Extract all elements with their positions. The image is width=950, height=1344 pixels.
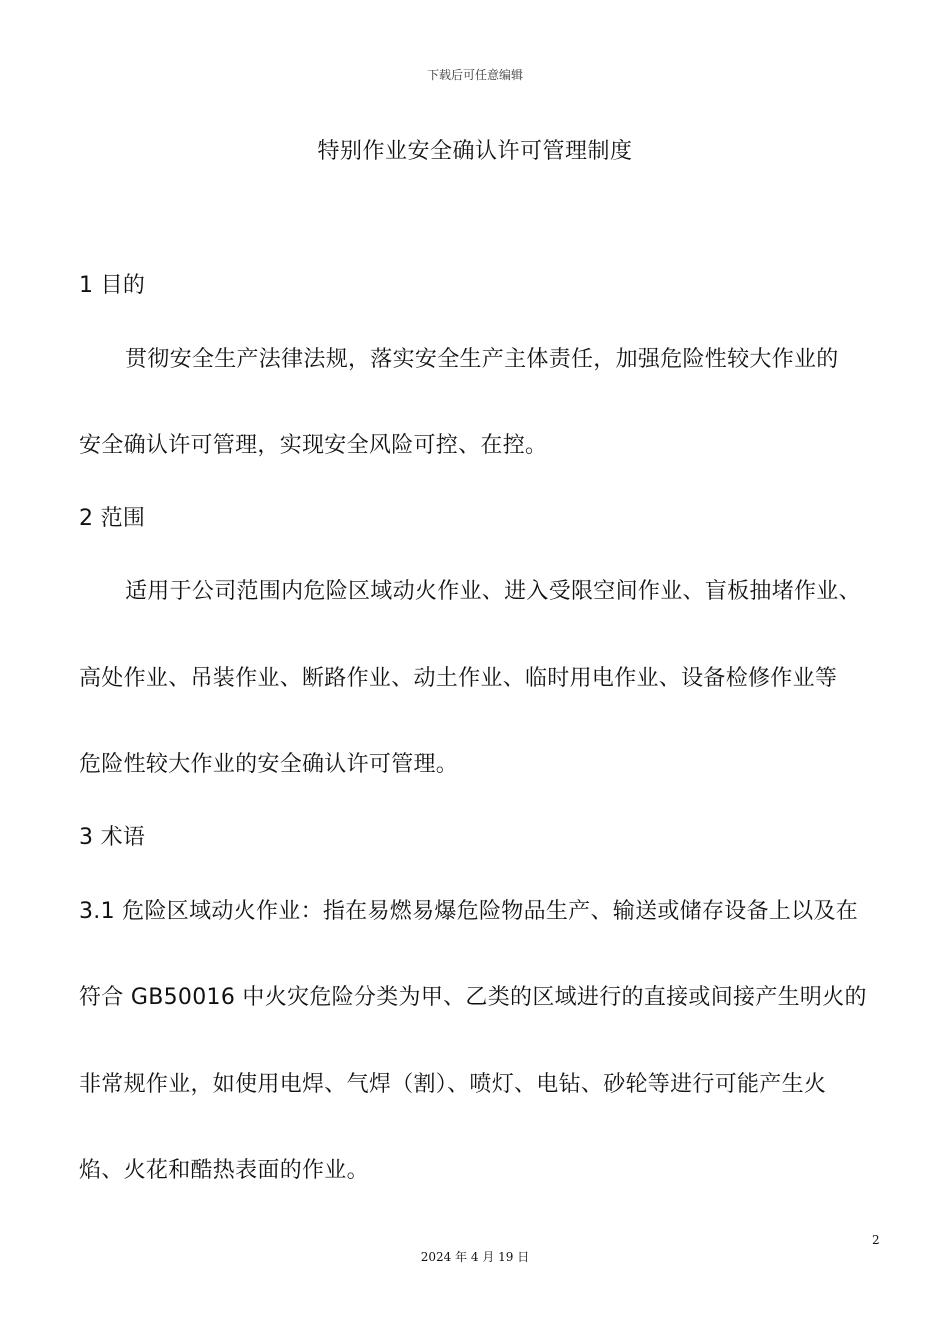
paragraph-line: 安全确认许可管理，实现安全风险可控、在控。 xyxy=(79,433,548,458)
section-heading-purpose: 1 目的 xyxy=(79,273,146,298)
paragraph-line: 焰、火花和酷热表面的作业。 xyxy=(79,1158,369,1183)
section-heading-scope: 2 范围 xyxy=(79,506,146,531)
paragraph-line: 符合 GB50016 中火灾危险分类为甲、乙类的区域进行的直接或间接产生明火的 xyxy=(79,985,867,1010)
paragraph-line: 贯彻安全生产法律法规，落实安全生产主体责任，加强危险性较大作业的 xyxy=(125,347,839,372)
document-title: 特别作业安全确认许可管理制度 xyxy=(317,139,633,164)
footer-date: 2024 年 4 月 19 日 xyxy=(420,1250,530,1264)
section-heading-terms: 3 术语 xyxy=(79,825,146,850)
paragraph-line: 高处作业、吊装作业、断路作业、动土作业、临时用电作业、设备检修作业等 xyxy=(79,666,838,691)
paragraph-line: 非常规作业，如使用电焊、气焊（割）、喷灯、电钻、砂轮等进行可能产生火 xyxy=(79,1072,827,1097)
paragraph-line: 危险性较大作业的安全确认许可管理。 xyxy=(79,752,459,777)
paragraph-line: 适用于公司范围内危险区域动火作业、进入受限空间作业、盲板抽堵作业、 xyxy=(125,579,861,604)
page-number: 2 xyxy=(872,1233,880,1247)
paragraph-line: 3.1 危险区域动火作业：指在易燃易爆危险物品生产、输送或储存设备上以及在 xyxy=(79,899,859,924)
page-header-note: 下载后可任意编辑 xyxy=(426,68,523,82)
